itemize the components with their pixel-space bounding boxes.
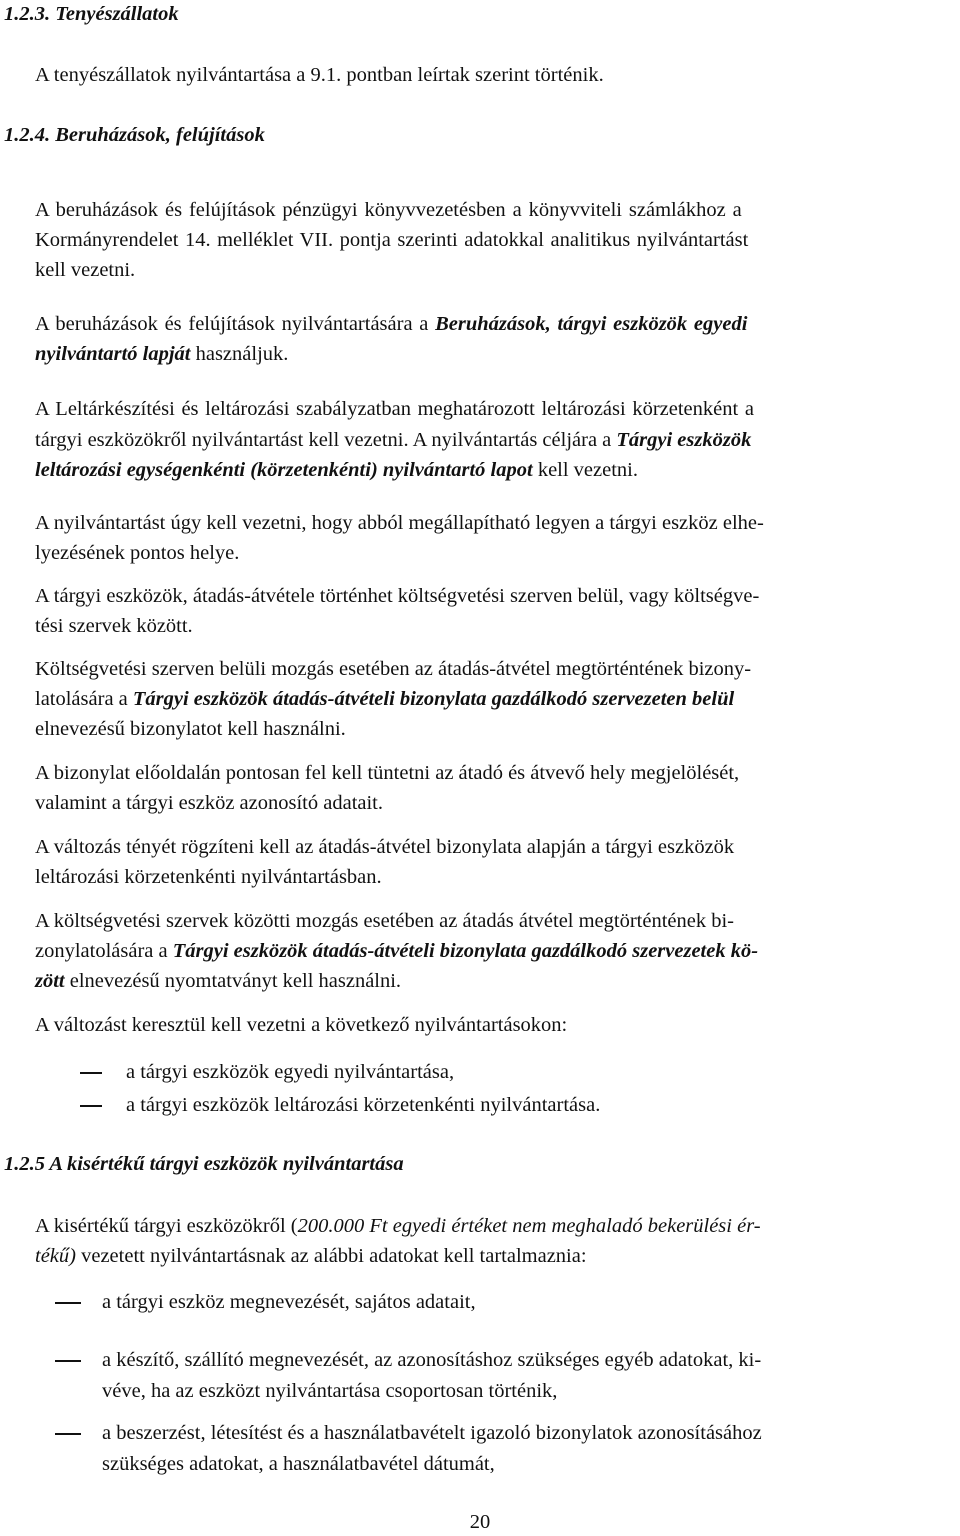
list-item: a tárgyi eszköz megnevezését, sajátos adatait, (102, 1291, 476, 1313)
paragraph-line: kell vezetni. (35, 259, 136, 281)
section-heading-1-2-3: 1.2.3. Tenyészállatok (4, 3, 179, 25)
list-item-continuation: véve, ha az eszközt nyilvántartása csoportosan történik, (102, 1380, 558, 1402)
paragraph-line (35, 426, 751, 454)
paragraph-line (35, 937, 758, 965)
paragraph-line: Kormányrendelet 14. melléklet VII. pontja szerinti adatokkal analitikus nyilvántartást (35, 229, 749, 251)
text-run: kell vezetni. (532, 459, 638, 481)
paragraph-line: A költségvetési szervek közötti mozgás esetében az átadás átvétel megtörténtének bi- (35, 910, 735, 932)
paragraph-line: A változás tényét rögzíteni kell az átadás-átvétel bizonylata alapján a tárgyi eszközök (35, 836, 735, 858)
text-run: használjuk. (190, 343, 289, 365)
dash-bullet (55, 1360, 81, 1362)
form-title-emphasis: Tárgyi eszközök átadás-átvételi bizonylata gazdálkodó szervezeten belül (132, 688, 735, 710)
paragraph-line: elnevezésű bizonylatot kell használni. (35, 718, 346, 740)
text-run: A kisértékű tárgyi eszközökről ( (35, 1215, 298, 1237)
section-heading-1-2-5: 1.2.5 A kisértékű tárgyi eszközök nyilvántartása (4, 1153, 404, 1175)
section-heading-1-2-4: 1.2.4. Beruházások, felújítások (4, 124, 265, 146)
text-run: tárgyi eszközökről nyilvántartást kell vezetni. A nyilvántartás céljára a (35, 429, 617, 451)
paragraph-line: lyezésének pontos helye. (35, 542, 240, 564)
paragraph-line (35, 310, 747, 338)
dash-bullet (55, 1302, 81, 1304)
paragraph-line: A tárgyi eszközök, átadás-átvétele történhet költségvetési szerven belül, vagy költségve- (35, 585, 760, 607)
paragraph-line: A Leltárkészítési és leltározási szabályzatban meghatározott leltározási körzetenként a (35, 398, 754, 420)
paragraph-line (35, 685, 734, 713)
paragraph-line: A beruházások és felújítások pénzügyi könyvvezetésben a könyvviteli számlákhoz a (35, 199, 742, 221)
text-run: vezetett nyilvántartásnak az alábbi adatokat kell tartalmaznia: (75, 1245, 587, 1267)
text-run: elnevezésű nyomtatványt kell használni. (64, 970, 402, 992)
list-item: a tárgyi eszközök leltározási körzetenkénti nyilvántartása. (126, 1094, 601, 1116)
italic-run: 200.000 Ft egyedi értéket nem meghaladó bekerülési ér- (297, 1215, 761, 1237)
text-run: A beruházások és felújítások nyilvántartására a (35, 313, 436, 335)
paragraph-line (35, 340, 288, 368)
form-title-emphasis: nyilvántartó lapját (35, 343, 191, 365)
form-title-emphasis: Tárgyi eszközök (616, 429, 752, 451)
italic-run: tékű) (35, 1245, 76, 1267)
text-run: latolására a (35, 688, 133, 710)
paragraph-line: leltározási körzetenkénti nyilvántartásban. (35, 866, 382, 888)
paragraph-line: tési szervek között. (35, 615, 193, 637)
paragraph-line (35, 456, 638, 484)
dash-bullet (80, 1072, 102, 1074)
dash-bullet (55, 1433, 81, 1435)
paragraph-line: A nyilvántartást úgy kell vezetni, hogy abból megállapítható legyen a tárgyi eszköz elhe- (35, 512, 764, 534)
paragraph-line: A változást keresztül kell vezetni a következő nyilvántartásokon: (35, 1014, 568, 1036)
paragraph-line (35, 1212, 761, 1240)
paragraph-tenyeszallatok: A tenyészállatok nyilvántartása a 9.1. pontban leírtak szerint történik. (35, 64, 604, 86)
form-title-emphasis: Tárgyi eszközök átadás-átvételi bizonylata gazdálkodó szervezetek kö- (172, 940, 759, 962)
list-item-continuation: szükséges adatokat, a használatbavétel dátumát, (102, 1453, 495, 1475)
dash-bullet (80, 1105, 102, 1107)
paragraph-line: A bizonylat előoldalán pontosan fel kell tüntetni az átadó és átvevő hely megjelölését, (35, 762, 740, 784)
form-title-emphasis: leltározási egységenkénti (körzetenkénti) nyilvántartó lapot (35, 459, 533, 481)
paragraph-line: valamint a tárgyi eszköz azonosító adatait. (35, 792, 383, 814)
paragraph-line: Költségvetési szerven belüli mozgás esetében az átadás-átvétel megtörténtének bizony- (35, 658, 752, 680)
form-title-emphasis: zött (35, 970, 65, 992)
text-run: zonylatolására a (35, 940, 173, 962)
page-number: 20 (469, 1511, 491, 1533)
paragraph-line (35, 967, 401, 995)
paragraph-line (35, 1242, 587, 1270)
form-title-emphasis: Beruházások, tárgyi eszközök egyedi (435, 313, 748, 335)
list-item: a készítő, szállító megnevezését, az azonosításhoz szükséges egyéb adatokat, ki- (102, 1349, 762, 1371)
list-item: a tárgyi eszközök egyedi nyilvántartása, (126, 1061, 455, 1083)
list-item: a beszerzést, létesítést és a használatbavételt igazoló bizonylatok azonosításához (102, 1422, 762, 1444)
